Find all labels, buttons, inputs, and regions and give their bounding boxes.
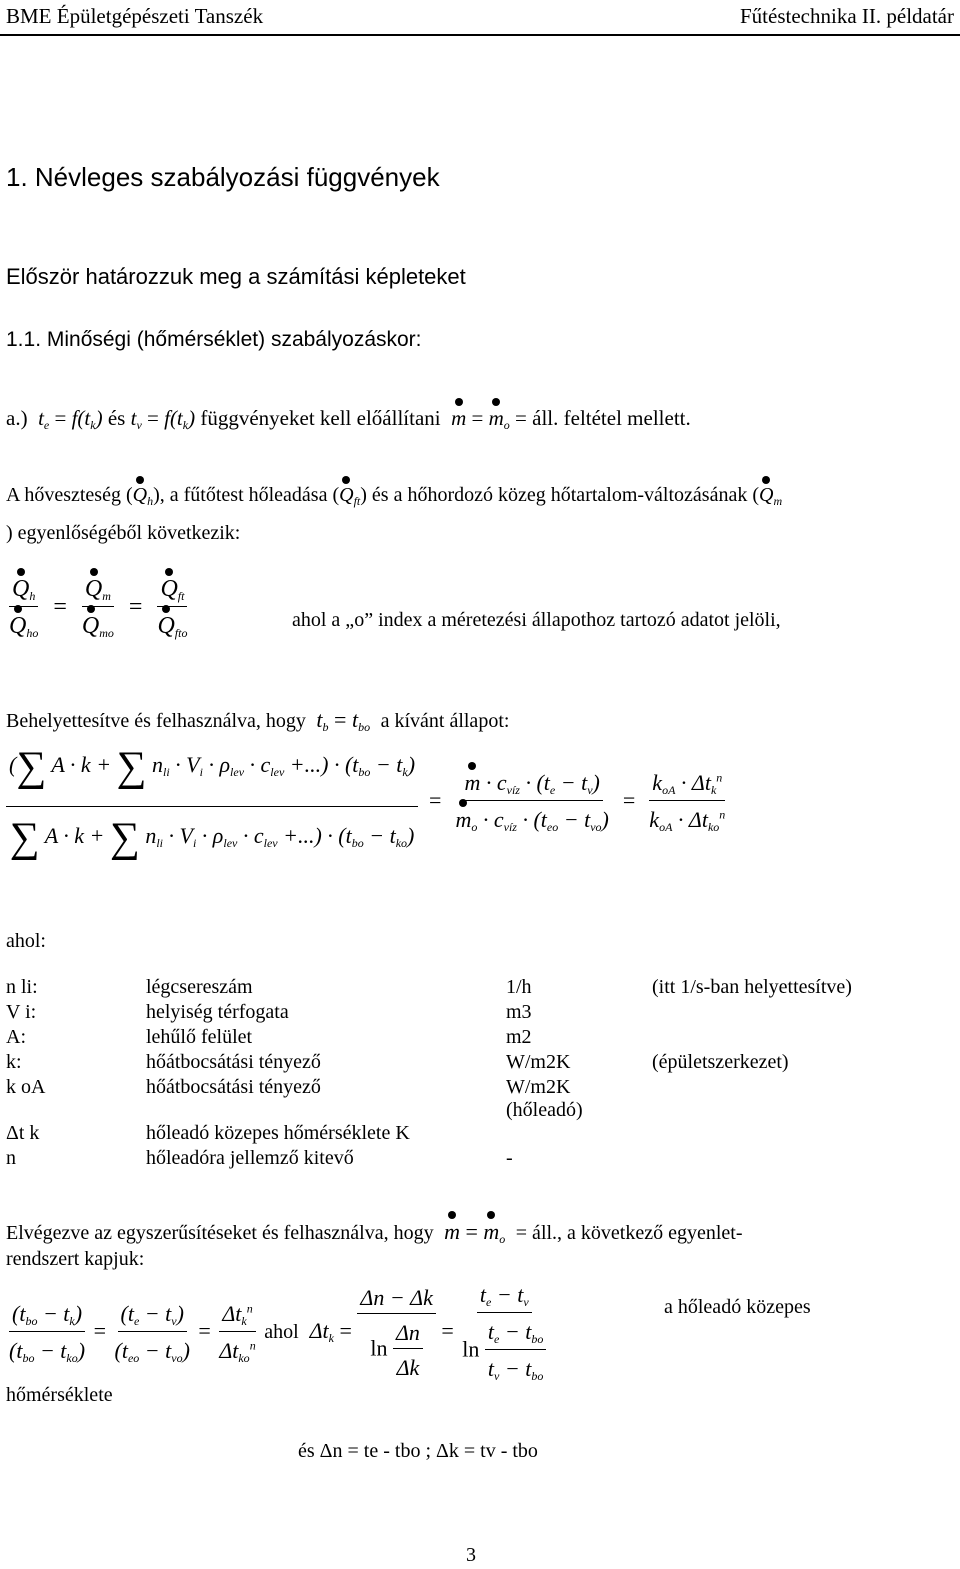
definition-unit — [506, 1122, 652, 1147]
definition-row — [6, 1076, 912, 1122]
subst-after: a kívánt állapot: — [380, 710, 510, 732]
definition-sym: k oA — [6, 1076, 46, 1098]
definition-desc: lehűlő felület — [146, 1026, 253, 1048]
definition-sym: k: — [6, 1051, 22, 1073]
heat-text-2: ), a fűtőtest hőleadása ( — [153, 484, 340, 506]
symbol-qm: $Q_m$ — [759, 484, 783, 508]
section-title: 1. Névleges szabályozási függvények — [6, 162, 440, 192]
definition-sym: V i: — [6, 1001, 37, 1023]
definition-desc: hőleadóra jellemző kitevő — [146, 1147, 354, 1169]
ratio-note: ahol a „o” index a méretezési állapothoz tartozó adatot jelöli, — [292, 609, 781, 631]
definition-desc: helyiség térfogata — [146, 1001, 289, 1023]
final-next: hőmérséklete — [6, 1384, 113, 1406]
definition-note — [652, 1076, 912, 1122]
header-right: Fűtéstechnika II. példatár — [740, 4, 954, 28]
formula-m-eq: $m = m_o$ — [444, 1219, 506, 1246]
definition-note — [652, 1122, 912, 1147]
delta-definition: és Δn = te - tbo ; Δk = tv - tbo — [298, 1440, 538, 1462]
final-tail: a hőleadó közepes — [664, 1296, 811, 1318]
header-left: BME Épületgépészeti Tanszék — [6, 4, 264, 28]
line-a — [6, 406, 691, 433]
header-rule — [0, 34, 960, 36]
definition-sym: n — [6, 1147, 16, 1169]
definition-unit: 1/h — [506, 976, 532, 998]
subst-before: Behelyettesítve és felhasználva, hogy — [6, 710, 306, 732]
definition-unit: W/m2K — [506, 1051, 571, 1073]
final-equation: $\frac{(t_{bo} - t_k)}{(t_{bo} - t_{ko})}$ = $\frac{(t_e - t_v)}{(t_{eo} - t_{vo})}$ = $\frac{\Delta t_k^n}{\Delta t_{ko}^n}$ ahol $\Delta t_k$ = Δn − Δk ln $\frac{\Delta n}{\Delta k}$ = $t_e - t_v$ ln $\frac{t_e - t_{bo}}{t_v - t_{bo}}$ — [6, 1282, 549, 1384]
subsection-title: 1.1. Minőségi (hőmérséklet) szabályozáskor: — [6, 328, 422, 351]
definition-sym: Δt k — [6, 1122, 40, 1144]
definition-desc: hőátbocsátási tényező — [146, 1076, 321, 1098]
simplify-end: = áll., a következő egyenlet- — [515, 1222, 743, 1244]
definition-note — [652, 1001, 912, 1026]
definition-row — [6, 1001, 912, 1026]
definition-unit: m3 — [506, 1001, 532, 1023]
definition-sym: A: — [6, 1026, 26, 1048]
line-a-prefix: a.) — [6, 406, 28, 430]
definition-unit: W/m2K (hőleadó) — [506, 1076, 583, 1121]
ahol-label: ahol: — [6, 930, 46, 952]
simplify-line1 — [6, 1219, 743, 1247]
formula-m: $m = m_o$ — [451, 406, 510, 432]
final-ahol: ahol — [264, 1321, 299, 1344]
heat-paragraph-line2: ) egyenlőségéből következik: — [6, 522, 241, 544]
definition-note: (épületszerkezet) — [652, 1051, 789, 1073]
substitution-line — [6, 707, 509, 735]
line-a-condition: = áll. feltétel mellett. — [515, 406, 691, 430]
definitions-table — [6, 976, 912, 1172]
definition-note: (itt 1/s-ban helyettesítve) — [652, 976, 852, 998]
simplify-text: Elvégezve az egyszerűsítéseket és felhasználva, hogy — [6, 1222, 434, 1244]
definition-row — [6, 976, 912, 1001]
formula-tv: $t_v = f(t_k)$ — [130, 406, 196, 432]
heat-text-3: ) és a hőhordozó közeg hőtartalom-változásának ( — [360, 484, 759, 506]
definition-desc: hőleadó közepes hőmérséklete K — [146, 1122, 410, 1144]
line-a-es: és — [107, 406, 126, 430]
formula-tb: $t_b = t_{bo}$ — [310, 707, 371, 734]
definition-row — [6, 1122, 912, 1147]
main-equation: $\frac{(\sum A \cdot k + \sum n_{li} \cdot V_i \cdot \rho_{lev} \cdot c_{lev} +...) \cdot (t_{bo} - t_k)}{\sum A \cdot k + \sum n_{li} \cdot V_i \cdot \rho_{lev} \cdot c_{lev} +...) \cdot (t_{bo} - t_{ko})}$ = $\frac{m \cdot c_{víz} \cdot (t_e - t_v)}{m_o \cdot c_{víz} \cdot (t_{eo} - t_{vo})}$ = $\frac{k_{oA} \cdot \Delta t_k^n}{k_{oA} \cdot \Delta t_{ko}^n}$ — [6, 746, 728, 859]
line-a-text: függvényeket kell előállítani — [200, 406, 441, 430]
definition-sym: n li: — [6, 976, 38, 998]
definition-unit: m2 — [506, 1026, 532, 1048]
ratio-equation: $\frac{Q_h}{Q_{ho}}$ = $\frac{Q_m}{Q_{mo}}$ = $\frac{Q_{ft}}{Q_{fto}}$ — [9, 576, 188, 640]
symbol-qh: $Q_h$ — [132, 484, 154, 508]
definition-desc: hőátbocsátási tényező — [146, 1051, 321, 1073]
definition-desc: légcsereszám — [146, 976, 253, 998]
formula-te: $t_e = f(t_k)$ — [32, 406, 103, 432]
simplify-line2: rendszert kapjuk: — [6, 1248, 145, 1270]
definition-row — [6, 1147, 912, 1172]
definition-note — [652, 1026, 912, 1051]
definition-note — [652, 1147, 912, 1172]
symbol-qft: $Q_{ft}$ — [339, 484, 361, 508]
definition-row — [6, 1051, 912, 1076]
definition-unit: - — [506, 1147, 513, 1169]
heat-text-1: A hőveszteség ( — [6, 484, 133, 506]
heat-paragraph-line1 — [6, 484, 782, 509]
page-number: 3 — [466, 1544, 476, 1566]
definition-row — [6, 1026, 912, 1051]
intro-text: Először határozzuk meg a számítási képleteket — [6, 264, 466, 289]
